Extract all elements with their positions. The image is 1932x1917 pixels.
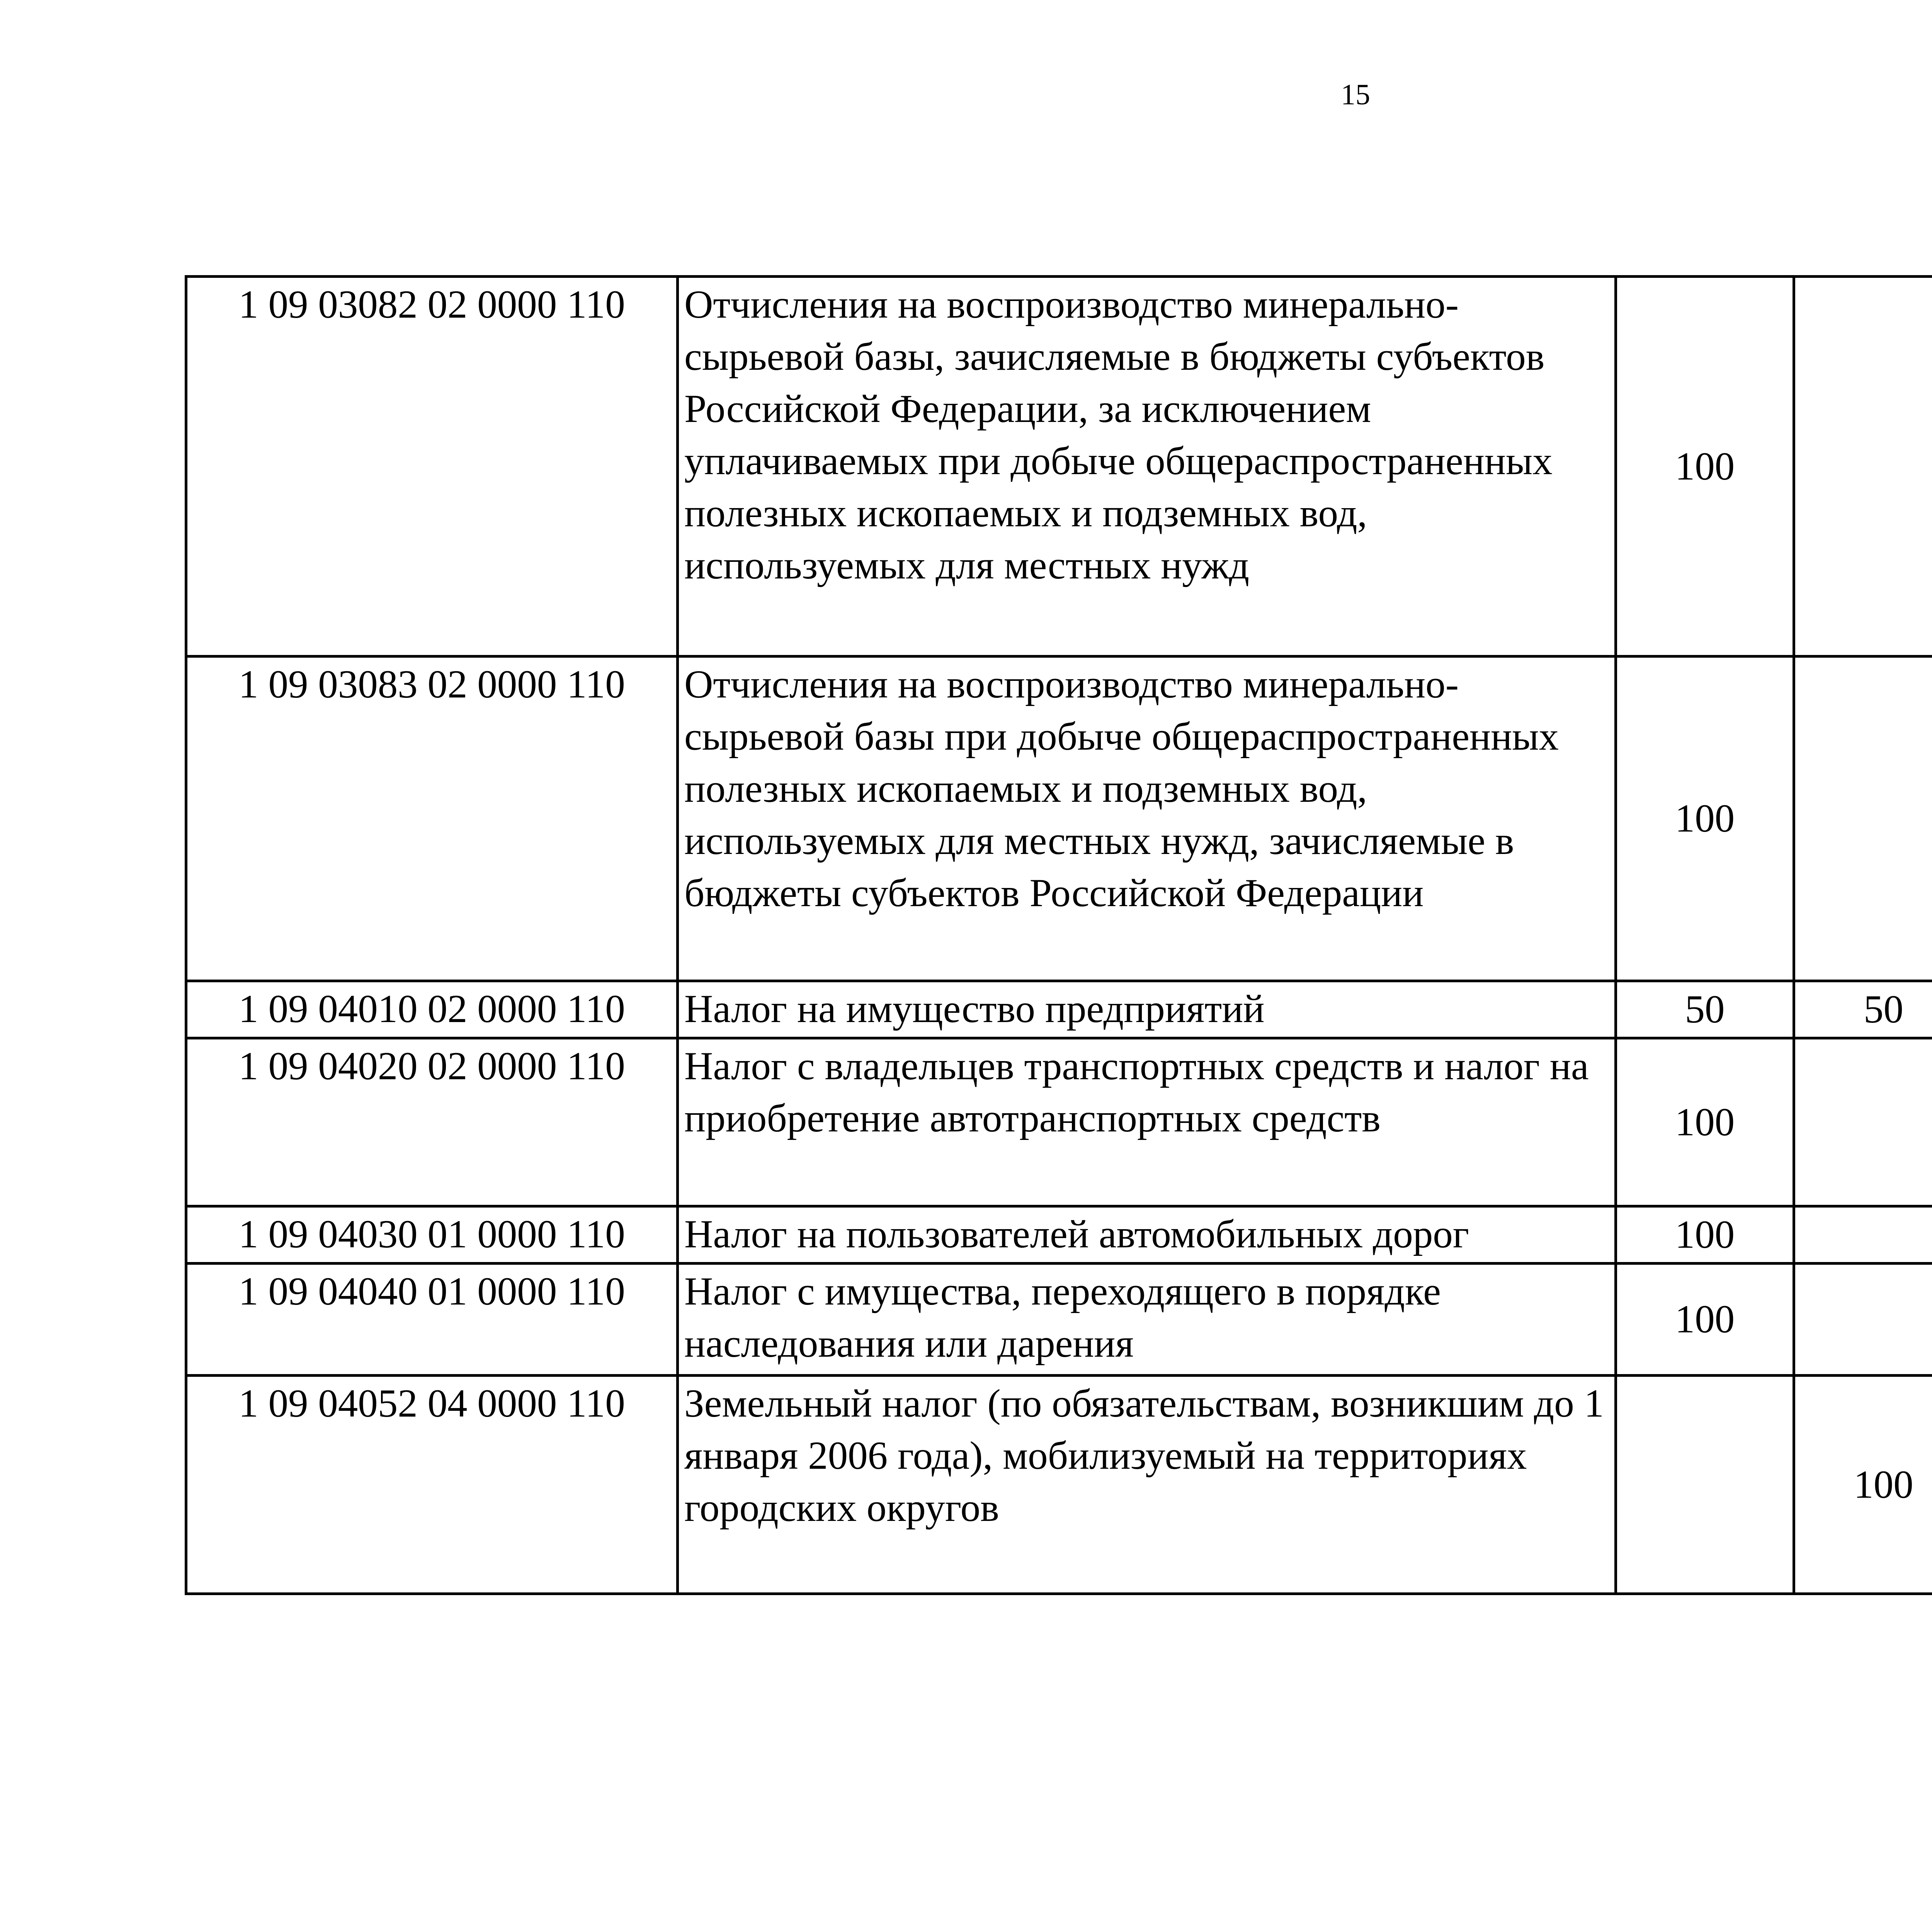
revenue-code: 1 09 04030 01 0000 110 <box>186 1206 678 1264</box>
page-number: 15 <box>1341 78 1370 111</box>
revenue-code: 1 09 04040 01 0000 110 <box>186 1264 678 1376</box>
share-cell: 50 <box>1794 981 1932 1038</box>
table-row <box>186 657 1932 981</box>
share-cell <box>1794 1264 1932 1376</box>
revenue-description: Налог с имущества, переходящего в порядке наследования или дарения <box>678 1264 1616 1376</box>
table-row <box>186 1206 1932 1264</box>
revenue-description: Земельный налог (по обязательствам, возникшим до 1 января 2006 года), мобилизуемый на территориях городских округов <box>678 1376 1616 1594</box>
table-row <box>186 1038 1932 1206</box>
revenue-code: 1 09 04052 04 0000 110 <box>186 1376 678 1594</box>
table-row <box>186 1376 1932 1594</box>
revenue-code: 1 09 04020 02 0000 110 <box>186 1038 678 1206</box>
share-cell <box>1794 1038 1932 1206</box>
table-row <box>186 277 1932 657</box>
share-cell: 100 <box>1616 1038 1794 1206</box>
revenue-code: 1 09 04010 02 0000 110 <box>186 981 678 1038</box>
share-cell: 100 <box>1616 277 1794 657</box>
revenue-description: Отчисления на воспроизводство минерально-сырьевой базы, зачисляемые в бюджеты субъектов Российской Федерации, за исключением уплачиваемых при добыче общераспространенных полезных ископаемых и подземных вод, используемых для местных нужд <box>678 277 1616 657</box>
share-cell: 100 <box>1616 657 1794 981</box>
revenue-description: Налог на имущество предприятий <box>678 981 1616 1038</box>
share-cell: 100 <box>1616 1264 1794 1376</box>
revenue-code: 1 09 03083 02 0000 110 <box>186 657 678 981</box>
table-row <box>186 1264 1932 1376</box>
share-cell: 100 <box>1794 1376 1932 1594</box>
revenue-description: Отчисления на воспроизводство минерально-сырьевой базы при добыче общераспространенных полезных ископаемых и подземных вод, используемых для местных нужд, зачисляемые в бюджеты субъектов Российской Федерации <box>678 657 1616 981</box>
share-cell: 100 <box>1616 1206 1794 1264</box>
budget-revenue-table <box>185 275 1932 1595</box>
share-cell <box>1794 657 1932 981</box>
share-cell <box>1616 1376 1794 1594</box>
table-row <box>186 981 1932 1038</box>
share-cell <box>1794 277 1932 657</box>
share-cell: 50 <box>1616 981 1794 1038</box>
revenue-code: 1 09 03082 02 0000 110 <box>186 277 678 657</box>
revenue-description: Налог на пользователей автомобильных дорог <box>678 1206 1616 1264</box>
share-cell <box>1794 1206 1932 1264</box>
revenue-description: Налог с владельцев транспортных средств и налог на приобретение автотранспортных средств <box>678 1038 1616 1206</box>
